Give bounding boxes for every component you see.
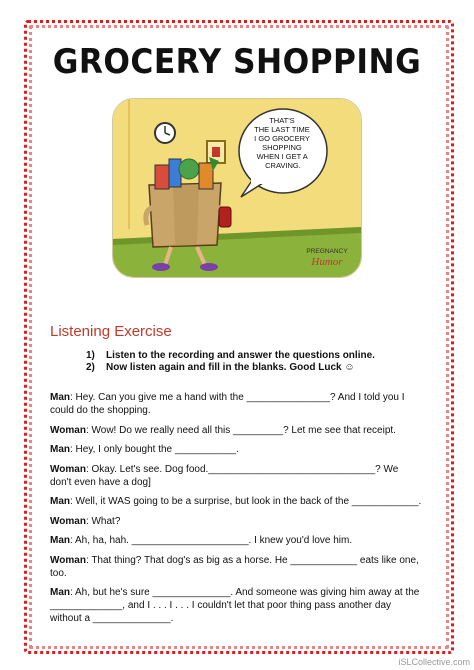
speech-line: SHOPPING	[262, 143, 302, 152]
section-heading: Listening Exercise	[50, 323, 172, 340]
dialogue-line	[50, 463, 422, 489]
speaker-name: Man	[50, 392, 70, 403]
instruction-text: Now listen again and fill in the blanks. Good Luck ☺	[106, 362, 355, 373]
dialogue-line	[50, 424, 422, 437]
dialogue-line	[50, 554, 422, 580]
cartoon-svg	[113, 99, 361, 277]
dialogue-text: : Well, it WAS going to be a surprise, but look in the back of the ____________.	[70, 496, 422, 507]
speaker-name: Woman	[50, 554, 86, 566]
speaker-name: Woman	[50, 424, 86, 436]
dialogue-text: : That thing? That dog's as big as a horse. He ____________ eats like one, too.	[50, 554, 419, 579]
site-watermark: iSLCollective.com	[398, 657, 470, 667]
dialogue-transcript	[50, 391, 422, 632]
dialogue-line	[50, 391, 422, 417]
speaker-name: Man	[50, 444, 70, 455]
speaker-name: Man	[50, 496, 70, 507]
dialogue-line	[50, 586, 422, 625]
speech-line: I GO GROCERY	[254, 134, 310, 143]
dialogue-text: : Hey, I only bought the ___________.	[70, 444, 239, 455]
dialogue-text: : Ah, but he's sure ______________. And someone was giving him away at the _____________, and I . . . I . . . I couldn't let that poor thing pass another day without a ______________.	[50, 587, 420, 624]
dialogue-text: : What?	[85, 515, 121, 527]
speech-line: WHEN I GET A	[256, 152, 308, 161]
instruction-text: Listen to the recording and answer the questions online.	[106, 350, 375, 361]
dialogue-text: : Wow! Do we really need all this _________? Let me see that receipt.	[85, 424, 396, 436]
instruction-number: 1)	[86, 350, 95, 361]
instruction-number: 2)	[86, 362, 95, 373]
speech-line: CRAVING.	[265, 161, 301, 170]
speaker-name: Woman	[50, 515, 86, 527]
dialogue-text: : Hey. Can you give me a hand with the _______________? And I told you I could do the shopping.	[50, 392, 405, 416]
dialogue-text: : Okay. Let's see. Dog food.______________________________? We don't even have a dog]	[50, 463, 399, 488]
dialogue-text: : Ah, ha, hah. _____________________. I knew you'd love him.	[70, 535, 353, 546]
speech-line: THAT'S	[269, 116, 295, 125]
speaker-name: Woman	[50, 463, 86, 475]
cartoon-illustration	[112, 98, 362, 278]
credit-line-1: PREGNANCY	[306, 248, 348, 255]
credit-line-2: Humor	[311, 256, 343, 268]
dialogue-line	[50, 515, 422, 528]
dialogue-line	[50, 534, 422, 547]
instructions-list	[86, 350, 446, 374]
dialogue-line	[50, 443, 422, 456]
speaker-name: Man	[50, 535, 70, 546]
speech-line: THE LAST TIME	[254, 125, 310, 134]
speaker-name: Man	[50, 587, 70, 598]
dialogue-line	[50, 495, 422, 508]
instruction-item	[86, 350, 446, 362]
page-title: GROCERY SHOPPING	[52, 42, 422, 82]
instruction-item	[86, 362, 446, 374]
